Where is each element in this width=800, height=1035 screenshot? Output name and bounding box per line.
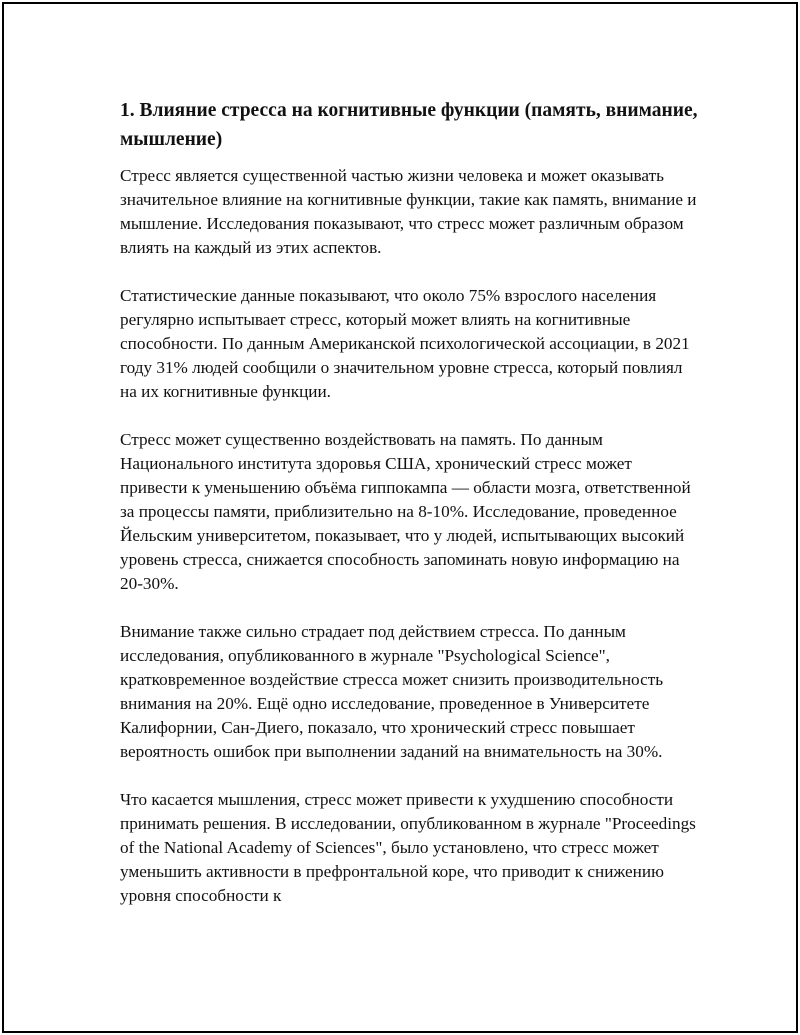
document-body bbox=[120, 96, 700, 932]
section-heading: 1. Влияние стресса на когнитивные функции (память, внимание, мышление) bbox=[120, 100, 698, 150]
document-page bbox=[2, 2, 798, 1033]
paragraph-intro: Стресс является существенной частью жизни человека и может оказывать значительное влияние на когнитивные функции, такие как память, внимание и мышление. Исследования показывают, что стресс может различным образом влиять на каждый из этих аспектов. bbox=[120, 166, 697, 257]
paragraph-memory: Стресс может существенно воздействовать на память. По данным Национального института здоровья США, хронический стресс может привести к уменьшению объёма гиппокампа — области мозга, ответственной за процессы памяти, приблизительно на 8-10%. Исследование, проведенное Йельским университетом, показывает, что у людей, испытывающих высокий уровень стресса, снижается способность запоминать новую информацию на 20-30%. bbox=[120, 430, 691, 593]
paragraph-attention: Внимание также сильно страдает под действием стресса. По данным исследования, опубликованного в журнале "Psychological Science", кратковременное воздействие стресса может снизить производительность внимания на 20%. Ещё одно исследование, проведенное в Университете Калифорнии, Сан-Диего, показало, что хронический стресс повышает вероятность ошибок при выполнении заданий на внимательность на 30%. bbox=[120, 622, 664, 761]
paragraph-statistics: Статистические данные показывают, что около 75% взрослого населения регулярно испытывает стресс, который может влиять на когнитивные способности. По данным Американской психологической ассоциации, в 2021 году 31% людей сообщили о значительном уровне стресса, который повлиял на их когнитивные функции. bbox=[120, 286, 690, 401]
paragraph-thinking: Что касается мышления, стресс может привести к ухудшению способности принимать решения. В исследовании, опубликованном в журнале "Proceedings of the National Academy of Sciences", было установлено, что стресс может уменьшить активности в префронтальной коре, что приводит к снижению уровня способности к bbox=[120, 790, 696, 905]
